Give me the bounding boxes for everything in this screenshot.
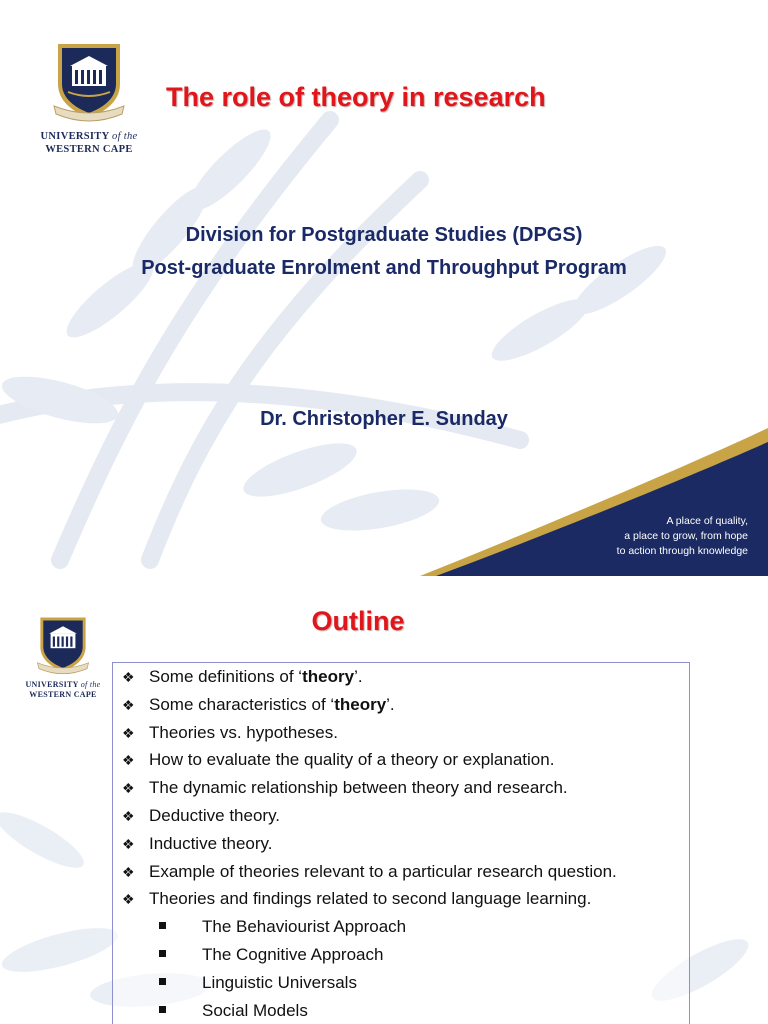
outline-bullet: ❖ The dynamic relationship between theory and research. xyxy=(122,778,568,798)
square-bullet-icon xyxy=(159,950,166,957)
slide-separator xyxy=(0,576,768,590)
square-bullet-icon xyxy=(159,922,166,929)
subtitle-division: Division for Postgraduate Studies (DPGS) xyxy=(185,224,583,246)
motto-line-3: to action through knowledge xyxy=(616,545,748,557)
diamond-bullet-icon: ❖ xyxy=(122,863,135,880)
diamond-bullet-icon: ❖ xyxy=(122,808,135,824)
outline-bullet: ❖ Some characteristics of ‘theory’. xyxy=(122,694,395,714)
outline-bullet: ❖ Deductive theory. xyxy=(122,806,281,825)
diamond-bullet-icon: ❖ xyxy=(122,696,135,713)
outline-bullet: ❖ Theories and findings related to second language learning. xyxy=(122,889,592,909)
outline-bullet: ❖ How to evaluate the quality of a theory or explanation. xyxy=(122,750,555,770)
university-name: UNIVERSITY of the WESTERN CAPE xyxy=(25,680,101,699)
outline-sub-bullet: Linguistic Universals xyxy=(159,973,357,993)
outline-bullet: ❖ Some definitions of ‘theory’. xyxy=(122,667,363,686)
outline-slide xyxy=(0,590,768,1024)
diamond-bullet-icon: ❖ xyxy=(122,835,135,852)
diamond-bullet-icon: ❖ xyxy=(122,724,135,741)
square-bullet-icon xyxy=(159,1006,166,1013)
diamond-bullet-icon: ❖ xyxy=(122,780,135,797)
outline-bullet: ❖ Theories vs. hypotheses. xyxy=(122,722,338,742)
outline-sub-bullet: The Behaviourist Approach xyxy=(159,917,406,937)
diamond-bullet-icon: ❖ xyxy=(122,669,135,685)
slide-title: Outline xyxy=(311,606,405,636)
motto-line-1: A place of quality, xyxy=(666,515,748,527)
motto-line-2: a place to grow, from hope xyxy=(624,530,748,542)
diamond-bullet-icon: ❖ xyxy=(122,891,135,908)
subtitle-program: Post-graduate Enrolment and Throughput Program xyxy=(141,257,627,279)
uwc-crest-logo xyxy=(52,40,126,126)
university-name: UNIVERSITY of the WESTERN CAPE xyxy=(40,131,138,155)
outline-sub-bullet: The Cognitive Approach xyxy=(159,945,383,965)
author-name: Dr. Christopher E. Sunday xyxy=(260,408,508,430)
outline-box xyxy=(112,662,690,1024)
outline-sub-bullet: Social Models xyxy=(159,1001,308,1021)
square-bullet-icon xyxy=(159,978,166,985)
outline-bullet: ❖ Inductive theory. xyxy=(122,833,273,853)
slide-title: The role of theory in research xyxy=(166,82,546,112)
outline-bullet: ❖ Example of theories relevant to a particular research question. xyxy=(122,861,617,881)
diamond-bullet-icon: ❖ xyxy=(122,752,135,769)
